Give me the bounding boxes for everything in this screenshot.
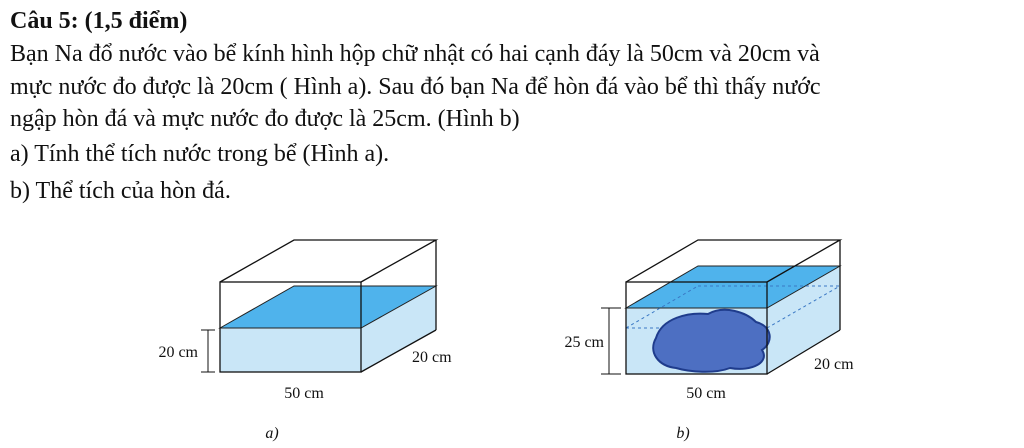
caption-a: a) — [265, 425, 279, 442]
question-b: b) Thể tích của hòn đá. — [10, 177, 231, 204]
depth-label-a: 20 cm — [412, 349, 452, 366]
problem-heading: Câu 5: (1,5 điểm) — [10, 8, 188, 34]
problem-text — [10, 6, 1014, 210]
caption-b: b) — [676, 425, 690, 442]
height-label-a: 20 cm — [158, 344, 198, 361]
figures — [0, 228, 1024, 448]
question-a: a) Tính thể tích nước trong bể (Hình a). — [10, 140, 390, 167]
statement-line-1: Bạn Na đổ nước vào bể kính hình hộp chữ nhật có hai cạnh đáy là 50cm và 20cm và — [10, 41, 820, 67]
height-label-b: 25 cm — [564, 334, 604, 351]
tank-figure-a — [158, 240, 452, 442]
length-label-a: 50 cm — [284, 385, 324, 402]
problem-statement — [10, 38, 1014, 136]
height-dimension-a — [201, 330, 215, 372]
statement-line-3: ngập hòn đá và mực nước đo được là 25cm. (Hình b) — [10, 106, 520, 132]
height-dimension-b — [601, 308, 621, 374]
statement-line-2: mực nước đo được là 20cm ( Hình a). Sau đó bạn Na để hòn đá vào bể thì thấy nước — [10, 73, 821, 100]
length-label-b: 50 cm — [686, 385, 726, 402]
tank-figure-b — [564, 240, 854, 442]
depth-label-b: 20 cm — [814, 356, 854, 373]
